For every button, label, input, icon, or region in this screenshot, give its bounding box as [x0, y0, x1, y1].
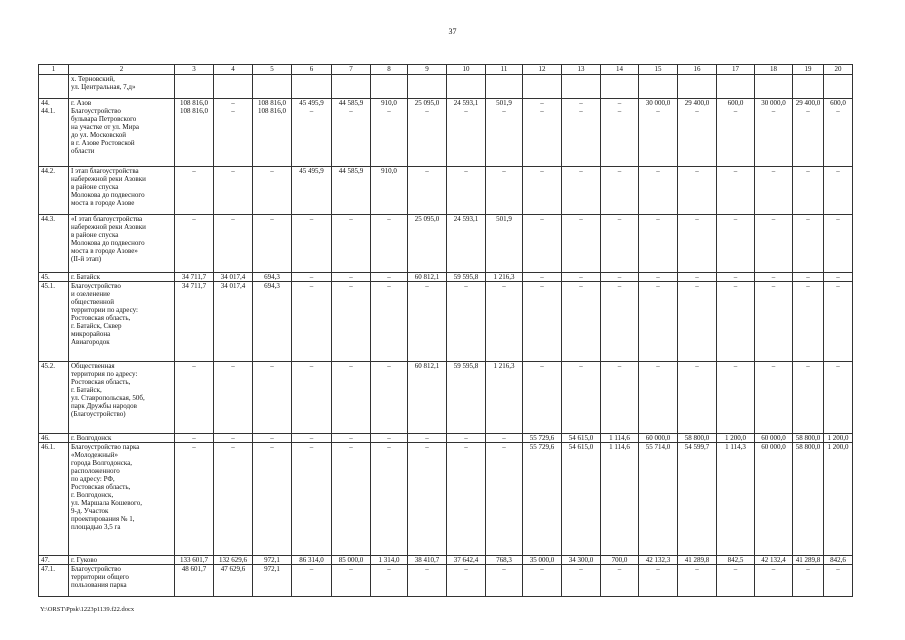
value-cell: – — [332, 565, 371, 597]
value-cell: 25 095,0 – — [408, 99, 447, 167]
table-row — [39, 556, 853, 565]
value-cell: 34 711,7 — [175, 273, 214, 282]
value-cell — [793, 75, 824, 99]
table-row — [39, 167, 853, 215]
value-cell: 34 017,4 — [214, 282, 253, 362]
value-cell: – — [292, 215, 332, 273]
value-cell — [214, 75, 253, 99]
value-cell: 24 593,1 – — [447, 99, 486, 167]
header-cell: 7 — [332, 65, 371, 75]
value-cell: 842,6 — [824, 556, 853, 565]
value-cell: 30 000,0 – — [639, 99, 678, 167]
value-cell — [601, 75, 639, 99]
budget-table — [38, 64, 853, 597]
value-cell: – — [639, 282, 678, 362]
value-cell: – — [292, 362, 332, 434]
value-cell: – — [639, 273, 678, 282]
header-cell: 6 — [292, 65, 332, 75]
object-name-cell: х. Терновский, ул. Центральная, 7,д» — [69, 75, 175, 99]
table-row — [39, 282, 853, 362]
value-cell — [755, 75, 793, 99]
value-cell: – — [717, 273, 755, 282]
value-cell: – — [408, 282, 447, 362]
row-number-cell: 44.3. — [39, 215, 69, 273]
value-cell: 34 017,4 — [214, 273, 253, 282]
value-cell: – — [793, 273, 824, 282]
value-cell: 842,5 — [717, 556, 755, 565]
value-cell: 86 314,0 — [292, 556, 332, 565]
value-cell — [678, 75, 717, 99]
value-cell: – – — [214, 99, 253, 167]
value-cell: 60 812,1 — [408, 362, 447, 434]
value-cell: – — [678, 167, 717, 215]
row-number-cell: 47. — [39, 556, 69, 565]
object-name-cell: Благоустройство территории общего пользования парка — [69, 565, 175, 597]
row-number-cell: 45.1. — [39, 282, 69, 362]
header-cell: 11 — [486, 65, 523, 75]
value-cell: 133 601,7 — [175, 556, 214, 565]
value-cell: 55 729,6 — [523, 443, 562, 556]
value-cell: – — [824, 282, 853, 362]
value-cell: 30 000,0 – — [755, 99, 793, 167]
table-row — [39, 215, 853, 273]
value-cell: – — [562, 167, 601, 215]
header-cell: 10 — [447, 65, 486, 75]
value-cell: – — [486, 282, 523, 362]
header-cell: 16 — [678, 65, 717, 75]
value-cell: – — [486, 167, 523, 215]
value-cell: – — [601, 167, 639, 215]
value-cell: 1 216,3 — [486, 273, 523, 282]
value-cell: – — [717, 362, 755, 434]
value-cell: 972,1 — [253, 556, 292, 565]
value-cell: 694,3 — [253, 282, 292, 362]
value-cell: – — [408, 167, 447, 215]
value-cell: 44 585,9 – — [332, 99, 371, 167]
value-cell: 59 595,8 — [447, 273, 486, 282]
value-cell: – — [793, 362, 824, 434]
value-cell: 37 642,4 — [447, 556, 486, 565]
value-cell: 910,0 — [371, 167, 408, 215]
value-cell: 54 615,0 — [562, 443, 601, 556]
value-cell: – — [678, 565, 717, 597]
value-cell: 60 812,1 — [408, 273, 447, 282]
value-cell: – — [523, 167, 562, 215]
value-cell: – — [678, 362, 717, 434]
value-cell: – — [292, 434, 332, 443]
value-cell: – — [601, 282, 639, 362]
value-cell: – – — [523, 99, 562, 167]
value-cell: 700,0 — [601, 556, 639, 565]
header-cell: 1 — [39, 65, 69, 75]
value-cell: – — [447, 443, 486, 556]
value-cell: – — [678, 273, 717, 282]
value-cell: – — [562, 362, 601, 434]
value-cell — [175, 75, 214, 99]
value-cell: – — [601, 215, 639, 273]
header-row — [39, 65, 853, 75]
value-cell: – — [639, 362, 678, 434]
header-cell: 13 — [562, 65, 601, 75]
object-name-cell: «I этап благоустройства набережной реки Азовки в районе спуска Молокова до подвесного моста в городе Азове» (II-й этап) — [69, 215, 175, 273]
object-name-cell: Общественная территория по адресу: Ростовская область, г. Батайск, ул. Ставропольская, 50б, парк Дружбы народов (Благоустройство) — [69, 362, 175, 434]
value-cell — [447, 75, 486, 99]
value-cell: – — [562, 565, 601, 597]
value-cell: 85 000,0 — [332, 556, 371, 565]
table-row — [39, 565, 853, 597]
value-cell: 59 595,8 — [447, 362, 486, 434]
value-cell: – — [175, 215, 214, 273]
value-cell: – — [447, 282, 486, 362]
value-cell: – — [755, 362, 793, 434]
header-cell: 12 — [523, 65, 562, 75]
object-name-cell: Благоустройство и озеленение общественной территории по адресу: Ростовская область, г. Батайск, Сквер микрорайона Авиагородок — [69, 282, 175, 362]
row-number-cell: 44.2. — [39, 167, 69, 215]
value-cell: 42 132,3 — [639, 556, 678, 565]
value-cell: 501,9 – — [486, 99, 523, 167]
value-cell: 41 289,8 — [793, 556, 824, 565]
value-cell: – — [793, 282, 824, 362]
value-cell: 1 216,3 — [486, 362, 523, 434]
value-cell: – — [292, 273, 332, 282]
value-cell: – — [824, 273, 853, 282]
object-name-cell: г. Гуково — [69, 556, 175, 565]
value-cell: – — [824, 215, 853, 273]
value-cell: – — [292, 282, 332, 362]
value-cell: – — [253, 215, 292, 273]
value-cell: – — [447, 167, 486, 215]
table-row — [39, 99, 853, 167]
value-cell: 1 200,0 — [717, 434, 755, 443]
object-name-cell: г. Волгодонск — [69, 434, 175, 443]
value-cell: – — [371, 273, 408, 282]
value-cell: – – — [562, 99, 601, 167]
value-cell: 132 629,6 — [214, 556, 253, 565]
value-cell: 41 289,8 — [678, 556, 717, 565]
value-cell: – — [755, 282, 793, 362]
value-cell: – — [253, 443, 292, 556]
value-cell — [562, 75, 601, 99]
object-name-cell: г. Батайск — [69, 273, 175, 282]
value-cell: – — [214, 215, 253, 273]
value-cell: – — [486, 443, 523, 556]
header-cell: 3 — [175, 65, 214, 75]
row-number-cell: 45.2. — [39, 362, 69, 434]
header-cell: 15 — [639, 65, 678, 75]
value-cell: – — [175, 362, 214, 434]
value-cell: 24 593,1 — [447, 215, 486, 273]
value-cell: 694,3 — [253, 273, 292, 282]
value-cell: 45 495,9 – — [292, 99, 332, 167]
value-cell: – — [678, 215, 717, 273]
value-cell: 34 711,7 — [175, 282, 214, 362]
value-cell: 47 629,6 — [214, 565, 253, 597]
table-row — [39, 434, 853, 443]
value-cell: – — [447, 565, 486, 597]
header-cell: 9 — [408, 65, 447, 75]
value-cell: – — [639, 167, 678, 215]
value-cell: – — [332, 282, 371, 362]
value-cell: 42 132,4 — [755, 556, 793, 565]
value-cell: 108 816,0 108 816,0 — [253, 99, 292, 167]
value-cell: 55 714,0 — [639, 443, 678, 556]
value-cell: – — [755, 273, 793, 282]
value-cell: – — [523, 215, 562, 273]
value-cell: – — [447, 434, 486, 443]
value-cell: – — [371, 282, 408, 362]
value-cell — [717, 75, 755, 99]
value-cell: – — [523, 362, 562, 434]
value-cell: – — [371, 362, 408, 434]
value-cell: – — [253, 434, 292, 443]
value-cell: 29 400,0 – — [793, 99, 824, 167]
value-cell: – — [332, 273, 371, 282]
value-cell: – — [717, 282, 755, 362]
value-cell: – — [755, 215, 793, 273]
value-cell: – — [793, 565, 824, 597]
value-cell — [523, 75, 562, 99]
value-cell: 600,0 – — [717, 99, 755, 167]
value-cell: – — [332, 362, 371, 434]
object-name-cell: г. Азов Благоустройство бульвара Петровского на участке от ул. Мира до ул. Московской в г. Азове Ростовской области — [69, 99, 175, 167]
header-cell: 14 — [601, 65, 639, 75]
value-cell: – — [214, 167, 253, 215]
value-cell: 58 800,0 — [678, 434, 717, 443]
header-cell: 19 — [793, 65, 824, 75]
value-cell: – — [486, 565, 523, 597]
value-cell: – — [292, 443, 332, 556]
value-cell: 910,0 – — [371, 99, 408, 167]
value-cell: – — [824, 565, 853, 597]
value-cell — [292, 75, 332, 99]
value-cell: – — [793, 215, 824, 273]
value-cell — [639, 75, 678, 99]
value-cell: – — [793, 167, 824, 215]
row-number-cell: 47.1. — [39, 565, 69, 597]
value-cell: 54 615,0 — [562, 434, 601, 443]
value-cell: – — [562, 282, 601, 362]
value-cell: – — [755, 565, 793, 597]
value-cell: – — [755, 167, 793, 215]
value-cell: 60 000,0 — [755, 434, 793, 443]
table-row — [39, 273, 853, 282]
value-cell: – — [371, 443, 408, 556]
value-cell: – — [292, 565, 332, 597]
value-cell: 1 114,6 — [601, 434, 639, 443]
header-cell: 8 — [371, 65, 408, 75]
value-cell: 60 000,0 — [639, 434, 678, 443]
row-number-cell — [39, 75, 69, 99]
value-cell: 768,3 — [486, 556, 523, 565]
value-cell: 1 114,6 — [601, 443, 639, 556]
value-cell: – — [601, 565, 639, 597]
value-cell: – — [601, 362, 639, 434]
value-cell: – — [523, 282, 562, 362]
value-cell: 44 585,9 — [332, 167, 371, 215]
page-number: 37 — [448, 27, 457, 36]
footer-file-path: Y:\ORST\Ppsk\1223p1139.f22.docx — [40, 606, 135, 613]
value-cell: – — [824, 362, 853, 434]
value-cell: 54 599,7 — [678, 443, 717, 556]
value-cell: – — [523, 565, 562, 597]
header-cell: 5 — [253, 65, 292, 75]
value-cell — [332, 75, 371, 99]
value-cell: – — [523, 273, 562, 282]
value-cell: – – — [601, 99, 639, 167]
value-cell: – — [332, 434, 371, 443]
value-cell: 35 000,0 — [523, 556, 562, 565]
value-cell: – — [601, 273, 639, 282]
value-cell: – — [253, 362, 292, 434]
value-cell: – — [717, 167, 755, 215]
value-cell: – — [562, 273, 601, 282]
value-cell: 600,0 – — [824, 99, 853, 167]
value-cell: – — [639, 215, 678, 273]
value-cell: – — [332, 443, 371, 556]
value-cell: – — [332, 215, 371, 273]
table-row — [39, 362, 853, 434]
value-cell: – — [371, 215, 408, 273]
value-cell — [824, 75, 853, 99]
header-cell: 20 — [824, 65, 853, 75]
value-cell: – — [175, 434, 214, 443]
value-cell: 58 800,0 — [793, 434, 824, 443]
value-cell — [486, 75, 523, 99]
value-cell: – — [824, 167, 853, 215]
value-cell: 972,1 — [253, 565, 292, 597]
value-cell: – — [371, 565, 408, 597]
value-cell: – — [678, 282, 717, 362]
value-cell: 34 300,0 — [562, 556, 601, 565]
table-row — [39, 75, 853, 99]
value-cell — [408, 75, 447, 99]
object-name-cell: Благоустройство парка «Молодежный» города Волгодонска, расположенного по адресу: РФ, Ростовская область, г. Волгодонск, ул. Маршала Кошевого, 9-д. Участок проектирования № 1, площадью 3,5 га — [69, 443, 175, 556]
value-cell: 1 314,0 — [371, 556, 408, 565]
value-cell: 1 114,3 — [717, 443, 755, 556]
value-cell: 29 400,0 – — [678, 99, 717, 167]
header-cell: 18 — [755, 65, 793, 75]
value-cell: – — [214, 362, 253, 434]
value-cell: – — [175, 443, 214, 556]
value-cell: – — [408, 565, 447, 597]
value-cell: – — [408, 443, 447, 556]
value-cell — [253, 75, 292, 99]
value-cell: – — [717, 215, 755, 273]
value-cell — [371, 75, 408, 99]
value-cell: – — [371, 434, 408, 443]
value-cell: 108 816,0 108 816,0 — [175, 99, 214, 167]
value-cell: 38 410,7 — [408, 556, 447, 565]
value-cell: 55 729,6 — [523, 434, 562, 443]
row-number-cell: 46. — [39, 434, 69, 443]
value-cell: 58 800,0 — [793, 443, 824, 556]
value-cell: 48 601,7 — [175, 565, 214, 597]
value-cell: – — [486, 434, 523, 443]
value-cell: – — [253, 167, 292, 215]
value-cell: 45 495,9 — [292, 167, 332, 215]
value-cell: – — [639, 565, 678, 597]
header-cell: 4 — [214, 65, 253, 75]
value-cell: 60 000,0 — [755, 443, 793, 556]
table-row — [39, 443, 853, 556]
row-number-cell: 46.1. — [39, 443, 69, 556]
value-cell: – — [717, 565, 755, 597]
value-cell: 501,9 — [486, 215, 523, 273]
row-number-cell: 45. — [39, 273, 69, 282]
object-name-cell: I этап благоустройства набережной реки Азовки в районе спуска Молокова до подвесного моста в городе Азове — [69, 167, 175, 215]
value-cell: – — [214, 443, 253, 556]
header-cell: 17 — [717, 65, 755, 75]
value-cell: – — [408, 434, 447, 443]
value-cell: 1 200,0 — [824, 434, 853, 443]
value-cell: – — [562, 215, 601, 273]
value-cell: – — [175, 167, 214, 215]
header-cell: 2 — [69, 65, 175, 75]
value-cell: 1 200,0 — [824, 443, 853, 556]
value-cell: 25 095,0 — [408, 215, 447, 273]
row-number-cell: 44. 44.1. — [39, 99, 69, 167]
value-cell: – — [214, 434, 253, 443]
